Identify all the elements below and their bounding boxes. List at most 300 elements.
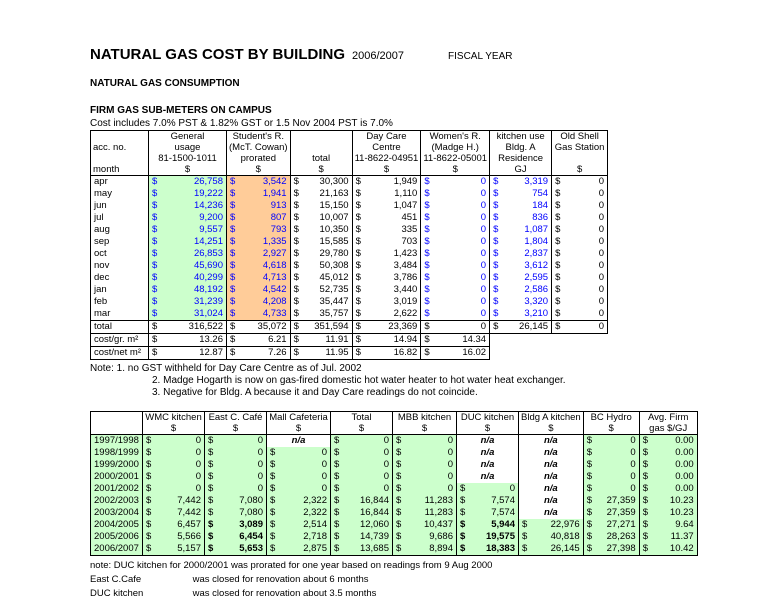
table2-year-row <box>91 531 698 543</box>
fiscal-period: 2006/2007 <box>352 50 405 62</box>
table2-footnotes <box>90 560 768 600</box>
header-line: (McT. Cowan) <box>229 142 288 153</box>
table2-value-cell: n/a <box>457 447 519 459</box>
table2-year-row <box>91 519 698 531</box>
table1-value-cell <box>421 248 490 260</box>
amount-value: 11.95 <box>325 347 349 358</box>
table2-value-cell <box>393 507 457 519</box>
table1-value-cell <box>290 188 352 200</box>
currency-symbol: $ <box>493 321 499 332</box>
amount-value: 1,949 <box>393 176 418 187</box>
year-label: 1999/2000 <box>91 459 143 471</box>
currency-symbol: $ <box>355 248 361 259</box>
currency-symbol: $ <box>555 188 561 199</box>
table2-value-cell: n/a <box>519 483 584 495</box>
table1-value-cell <box>149 176 227 189</box>
amount-value: 3,019 <box>393 296 418 307</box>
table1-total-row <box>91 321 608 334</box>
table2-value-cell <box>583 471 639 483</box>
table1-value-cell <box>552 284 608 296</box>
header-unit: $ <box>608 423 614 434</box>
amount-value: 5,944 <box>491 519 515 530</box>
currency-symbol: $ <box>396 543 402 554</box>
table2-value-cell <box>267 507 331 519</box>
empty-cell <box>552 334 608 347</box>
amount-value: 351,594 <box>314 321 349 332</box>
amount-value: 0 <box>630 459 636 470</box>
currency-symbol: $ <box>152 224 158 235</box>
header-title: East C. Café <box>208 412 263 423</box>
amount-value: 0 <box>630 483 636 494</box>
amount-value: 2,837 <box>524 248 549 259</box>
currency-symbol: $ <box>152 188 158 199</box>
table2-value-cell <box>205 507 267 519</box>
yearly-kitchen-cost-table <box>90 411 698 556</box>
year-label: 2000/2001 <box>91 471 143 483</box>
currency-symbol: $ <box>586 483 592 494</box>
amount-value: 11,283 <box>424 495 453 506</box>
amount-value: 4,542 <box>262 284 287 295</box>
table2-value-cell <box>205 471 267 483</box>
empty-cell <box>552 347 608 360</box>
amount-value: 13,685 <box>359 543 389 554</box>
amount-value: 0 <box>447 435 453 446</box>
amount-value: 0 <box>257 483 263 494</box>
currency-symbol: $ <box>460 531 466 542</box>
header-line: 11-8622-05001 <box>423 153 488 164</box>
currency-symbol: $ <box>396 459 402 470</box>
amount-value: 1,087 <box>524 224 549 235</box>
table1-value-cell <box>352 284 421 296</box>
currency-symbol: $ <box>146 519 152 530</box>
currency-symbol: $ <box>424 321 430 332</box>
currency-symbol: $ <box>293 347 299 358</box>
currency-symbol: $ <box>334 435 340 446</box>
table1-column-header <box>290 131 352 176</box>
table1-total-cell <box>490 321 552 334</box>
month-label: may <box>91 188 149 200</box>
currency-symbol: $ <box>230 224 236 235</box>
header-line: 81-1500-1011 <box>158 153 217 164</box>
table2-value-cell <box>639 531 697 543</box>
table1-total-cell <box>552 321 608 334</box>
table2-value-cell <box>639 435 697 448</box>
table2-year-row <box>91 507 698 519</box>
currency-symbol: $ <box>208 519 214 530</box>
table2-value-cell <box>205 447 267 459</box>
amount-value: 23,369 <box>388 321 418 332</box>
amount-value: 15,585 <box>319 236 349 247</box>
currency-symbol: $ <box>293 296 299 307</box>
table2-value-cell <box>143 495 205 507</box>
currency-symbol: $ <box>355 308 361 319</box>
currency-symbol: $ <box>396 471 402 482</box>
table1-value-cell <box>290 236 352 248</box>
table2-year-row <box>91 495 698 507</box>
table1-value-cell <box>352 248 421 260</box>
amount-value: 0 <box>447 471 453 482</box>
table1-column-header <box>421 131 490 176</box>
amount-value: 3,542 <box>262 176 287 187</box>
month-label: feb <box>91 296 149 308</box>
table1-value-cell <box>149 284 227 296</box>
amount-value: 5,157 <box>177 543 201 554</box>
table2-value-cell <box>143 531 205 543</box>
cost-value-cell <box>149 347 227 360</box>
amount-value: 0 <box>480 308 487 319</box>
currency-symbol: $ <box>522 519 528 530</box>
currency-symbol: $ <box>522 531 528 542</box>
table2-value-cell <box>143 435 205 448</box>
table1-value-cell <box>490 188 552 200</box>
currency-symbol: $ <box>355 200 361 211</box>
amount-value: 0 <box>598 224 605 235</box>
currency-symbol: $ <box>293 260 299 271</box>
header-line <box>93 131 146 142</box>
amount-value: 35,447 <box>319 296 349 307</box>
header-line: $ <box>383 164 390 175</box>
amount-value: 4,713 <box>262 272 287 283</box>
currency-symbol: $ <box>293 236 299 247</box>
currency-symbol: $ <box>460 543 466 554</box>
currency-symbol: $ <box>293 284 299 295</box>
currency-symbol: $ <box>460 507 466 518</box>
currency-symbol: $ <box>642 495 648 506</box>
header-line: month <box>93 164 120 175</box>
table1-month-row <box>91 188 608 200</box>
currency-symbol: $ <box>396 447 402 458</box>
year-label: 1998/1999 <box>91 447 143 459</box>
currency-symbol: $ <box>522 543 528 554</box>
amount-value: 0 <box>321 459 327 470</box>
table2-value-cell: n/a <box>519 459 584 471</box>
table2-value-cell: n/a <box>519 495 584 507</box>
table1-column-header <box>149 131 227 176</box>
currency-symbol: $ <box>146 531 152 542</box>
currency-symbol: $ <box>230 248 236 259</box>
table2-value-cell <box>331 543 393 556</box>
table1-value-cell <box>552 236 608 248</box>
amount-value: 0 <box>509 483 515 494</box>
table2-value-cell <box>639 543 697 556</box>
amount-value: 0 <box>257 447 263 458</box>
table2-value-cell <box>583 495 639 507</box>
table2-year-row <box>91 483 698 495</box>
amount-value: 0 <box>195 447 201 458</box>
header-line: Bldg. A <box>505 142 536 153</box>
table2-value-cell <box>393 447 457 459</box>
empty-cell <box>490 334 552 347</box>
amount-value: 10,350 <box>319 224 349 235</box>
header-title: MBB kitchen <box>397 412 452 423</box>
amount-value: 14.94 <box>393 334 418 345</box>
header-unit: $ <box>358 423 365 434</box>
amount-value: 703 <box>401 236 418 247</box>
currency-symbol: $ <box>152 176 158 187</box>
amount-value: 2,622 <box>393 308 418 319</box>
table1-value-cell <box>227 200 291 212</box>
amount-value: 0 <box>321 447 327 458</box>
table1-value-cell <box>227 284 291 296</box>
table1-value-cell <box>290 284 352 296</box>
currency-symbol: $ <box>230 176 236 187</box>
currency-symbol: $ <box>334 447 340 458</box>
header-unit: $ <box>548 423 554 434</box>
currency-symbol: $ <box>230 296 236 307</box>
currency-symbol: $ <box>230 260 236 271</box>
amount-value: 0 <box>195 459 201 470</box>
month-label: oct <box>91 248 149 260</box>
cost-value-cell <box>352 334 421 347</box>
table2-value-cell <box>583 435 639 448</box>
currency-symbol: $ <box>424 176 430 187</box>
currency-symbol: $ <box>334 495 340 506</box>
amount-value: 0 <box>383 435 389 446</box>
currency-symbol: $ <box>424 224 430 235</box>
header-line: $ <box>184 164 191 175</box>
amount-value: 0 <box>480 188 487 199</box>
table1-cost-row <box>91 334 608 347</box>
currency-symbol: $ <box>230 236 236 247</box>
table1-value-cell <box>552 176 608 189</box>
currency-symbol: $ <box>493 308 499 319</box>
amount-value: 0 <box>630 435 636 446</box>
table2-column-header <box>457 412 519 435</box>
table2-value-cell <box>393 459 457 471</box>
footnote-line <box>90 588 768 600</box>
amount-value: 30,300 <box>319 176 349 187</box>
currency-symbol: $ <box>493 236 499 247</box>
table1-value-cell <box>552 308 608 321</box>
currency-symbol: $ <box>230 308 236 319</box>
table1-value-cell <box>290 296 352 308</box>
amount-value: 0.00 <box>675 459 694 470</box>
currency-symbol: $ <box>152 347 158 358</box>
table1-value-cell <box>290 176 352 189</box>
fiscal-year-label: FISCAL YEAR <box>448 51 513 62</box>
currency-symbol: $ <box>146 459 152 470</box>
table2-value-cell <box>393 531 457 543</box>
table2-value-cell <box>331 507 393 519</box>
currency-symbol: $ <box>355 236 361 247</box>
header-title <box>93 412 140 423</box>
amount-value: 7.26 <box>268 347 287 358</box>
amount-value: 0 <box>480 176 487 187</box>
currency-symbol: $ <box>493 260 499 271</box>
table1-value-cell <box>421 284 490 296</box>
table1-value-cell <box>421 224 490 236</box>
year-label: 2006/2007 <box>91 543 143 556</box>
table1-total-cell <box>149 321 227 334</box>
table2-column-header <box>331 412 393 435</box>
table1-value-cell <box>490 308 552 321</box>
amount-value: 18,383 <box>485 543 515 554</box>
amount-value: 26,145 <box>519 321 549 332</box>
table1-value-cell <box>290 272 352 284</box>
amount-value: 19,222 <box>193 188 223 199</box>
table1-value-cell <box>290 224 352 236</box>
table1-value-cell <box>490 284 552 296</box>
table2-value-cell <box>331 435 393 448</box>
table1-month-row <box>91 200 608 212</box>
table1-value-cell <box>421 188 490 200</box>
currency-symbol: $ <box>355 334 361 345</box>
amount-value: 16,844 <box>359 495 389 506</box>
table2-value-cell: n/a <box>519 507 584 519</box>
table1-value-cell <box>227 224 291 236</box>
amount-value: 29,780 <box>319 248 349 259</box>
amount-value: 40,299 <box>193 272 223 283</box>
header-line: Gas Station <box>554 142 605 153</box>
currency-symbol: $ <box>146 471 152 482</box>
amount-value: 2,586 <box>524 284 549 295</box>
currency-symbol: $ <box>586 495 592 506</box>
table2-value-cell <box>583 483 639 495</box>
table1-value-cell <box>290 248 352 260</box>
currency-symbol: $ <box>493 224 499 235</box>
amount-value: 0 <box>383 471 389 482</box>
amount-value: 0 <box>480 200 487 211</box>
table1-month-row <box>91 212 608 224</box>
currency-symbol: $ <box>152 334 158 345</box>
cost-value-cell <box>227 347 291 360</box>
amount-value: 27,271 <box>606 519 636 530</box>
header-title: Bldg A kitchen <box>521 412 581 423</box>
amount-value: 793 <box>270 224 287 235</box>
currency-symbol: $ <box>586 507 592 518</box>
currency-symbol: $ <box>555 224 561 235</box>
table2-value-cell: n/a <box>519 471 584 483</box>
table1-value-cell <box>149 224 227 236</box>
header-line: Women's R. <box>429 131 481 142</box>
amount-value: 21,163 <box>319 188 349 199</box>
table1-month-row <box>91 260 608 272</box>
amount-value: 0.00 <box>675 483 694 494</box>
header-line: Residence <box>498 153 544 164</box>
amount-value: 0 <box>195 471 201 482</box>
amount-value: 35,072 <box>257 321 287 332</box>
header-title: DUC kitchen <box>460 412 515 423</box>
table1-value-cell <box>290 308 352 321</box>
currency-symbol: $ <box>334 483 340 494</box>
amount-value: 451 <box>401 212 418 223</box>
table2-value-cell <box>583 447 639 459</box>
currency-symbol: $ <box>293 248 299 259</box>
table2-value-cell <box>331 495 393 507</box>
amount-value: 335 <box>401 224 418 235</box>
currency-symbol: $ <box>586 435 592 446</box>
amount-value: 14,251 <box>193 236 223 247</box>
table2-value-cell <box>583 459 639 471</box>
table2-value-cell <box>143 483 205 495</box>
table1-value-cell <box>352 188 421 200</box>
table1-value-cell <box>227 272 291 284</box>
table2-value-cell <box>143 459 205 471</box>
table1-value-cell <box>490 224 552 236</box>
table2-year-row <box>91 543 698 556</box>
table1-value-cell <box>352 272 421 284</box>
header-line: usage <box>174 142 201 153</box>
table1-month-row <box>91 308 608 321</box>
year-label: 2002/2003 <box>91 495 143 507</box>
table2-column-header <box>639 412 697 435</box>
table1-month-row <box>91 224 608 236</box>
amount-value: 0 <box>383 483 389 494</box>
currency-symbol: $ <box>555 236 561 247</box>
amount-value: 7,080 <box>239 507 263 518</box>
currency-symbol: $ <box>146 543 152 554</box>
amount-value: 316,522 <box>188 321 223 332</box>
table2-value-cell <box>457 483 519 495</box>
amount-value: 3,320 <box>524 296 549 307</box>
amount-value: 6,457 <box>177 519 201 530</box>
amount-value: 6,454 <box>239 531 263 542</box>
amount-value: 3,440 <box>393 284 418 295</box>
amount-value: 0 <box>195 435 201 446</box>
year-label: 1997/1998 <box>91 435 143 448</box>
currency-symbol: $ <box>270 507 276 518</box>
table2-year-row <box>91 435 698 448</box>
currency-symbol: $ <box>396 519 402 530</box>
amount-value: 0 <box>480 236 487 247</box>
header-line: kitchen use <box>496 131 545 142</box>
currency-symbol: $ <box>642 531 648 542</box>
cost-row-label: cost/gr. m² <box>91 334 149 347</box>
table2-value-cell <box>205 459 267 471</box>
amount-value: 27,359 <box>606 507 636 518</box>
currency-symbol: $ <box>424 236 430 247</box>
table2-value-cell <box>457 519 519 531</box>
currency-symbol: $ <box>152 260 158 271</box>
amount-value: 0 <box>257 435 263 446</box>
amount-value: 7,574 <box>491 507 515 518</box>
amount-value: 9.64 <box>675 519 694 530</box>
table1-value-cell <box>227 236 291 248</box>
currency-symbol: $ <box>642 507 648 518</box>
table2-value-cell <box>143 543 205 556</box>
currency-symbol: $ <box>555 212 561 223</box>
table2-value-cell <box>205 543 267 556</box>
currency-symbol: $ <box>424 200 430 211</box>
amount-value: 754 <box>532 188 549 199</box>
table1-value-cell <box>352 308 421 321</box>
header-line: acc. no. <box>93 142 127 153</box>
table1-value-cell <box>227 188 291 200</box>
table2-value-cell <box>331 531 393 543</box>
table2-value-cell <box>205 435 267 448</box>
note-line: Note: 1. no GST withheld for Day Care Centre as of Jul. 2002 <box>90 363 362 374</box>
table1-value-cell <box>352 296 421 308</box>
header-line <box>554 153 605 164</box>
currency-symbol: $ <box>146 495 152 506</box>
footnote-label: East C.Cafe <box>90 574 142 585</box>
footnote-label: note: <box>90 560 112 571</box>
currency-symbol: $ <box>230 284 236 295</box>
table1-value-cell <box>490 176 552 189</box>
page-title: NATURAL GAS COST BY BUILDING <box>90 46 346 63</box>
amount-value: 1,110 <box>394 188 418 199</box>
currency-symbol: $ <box>493 284 499 295</box>
currency-symbol: $ <box>208 531 214 542</box>
amount-value: 0 <box>598 272 605 283</box>
cost-value-cell <box>290 347 352 360</box>
table1-month-row <box>91 284 608 296</box>
currency-symbol: $ <box>396 483 402 494</box>
amount-value: 31,024 <box>193 308 223 319</box>
header-title: WMC kitchen <box>145 412 202 423</box>
currency-symbol: $ <box>146 435 152 446</box>
table1-value-cell <box>352 236 421 248</box>
